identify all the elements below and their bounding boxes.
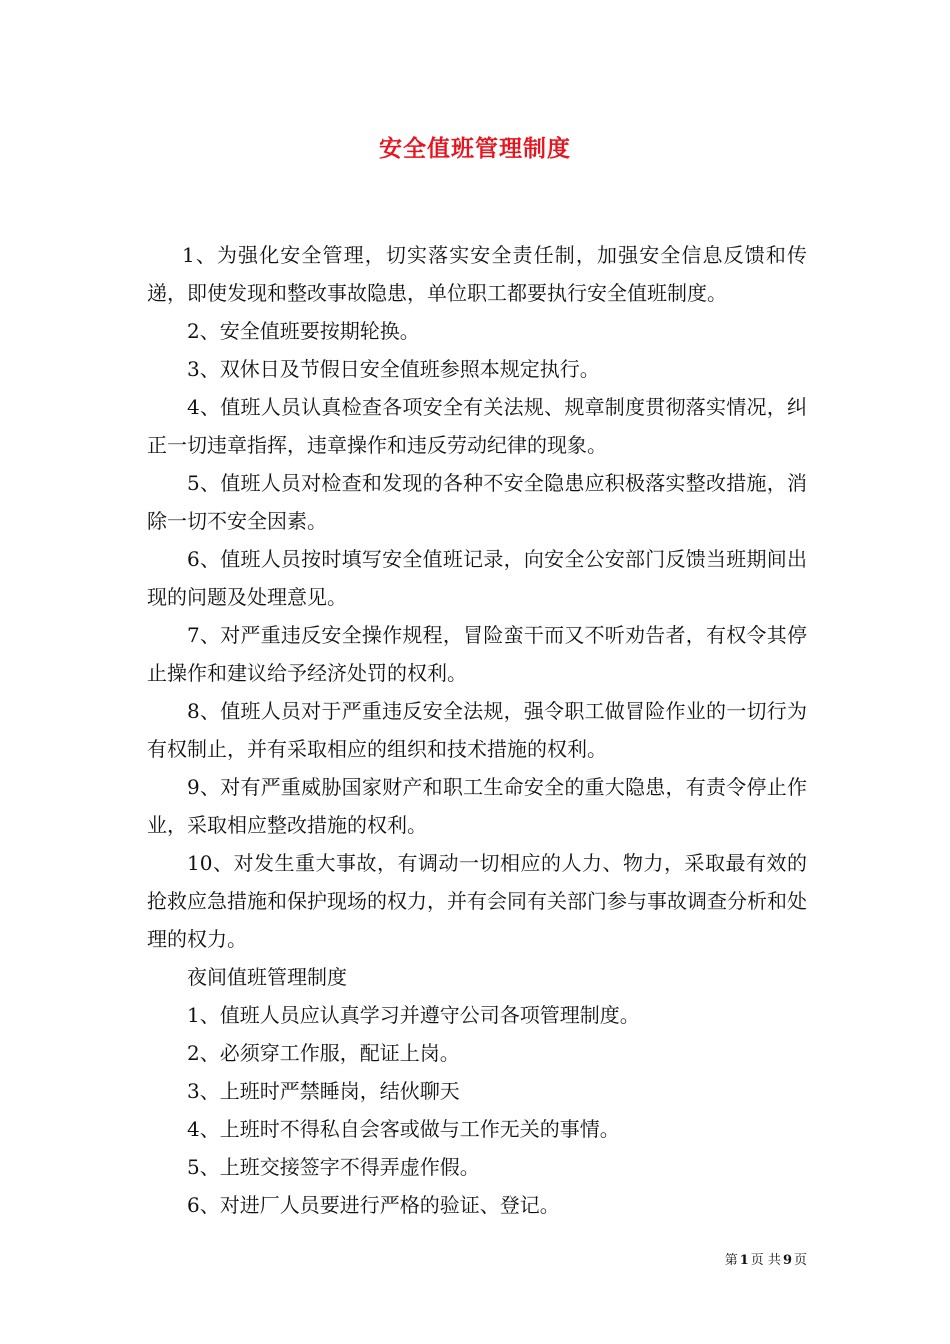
paragraph-3: 3、双休日及节假日安全值班参照本规定执行。 bbox=[187, 357, 600, 381]
footer-suffix: 页 bbox=[793, 1253, 807, 1268]
document-title: 安全值班管理制度 bbox=[379, 135, 571, 162]
footer-middle: 页 共 bbox=[750, 1253, 781, 1268]
footer-current-page: 1 bbox=[739, 1253, 749, 1268]
footer-prefix: 第 bbox=[724, 1253, 738, 1268]
night-rule-3: 3、上班时严禁睡岗，结伙聊天 bbox=[187, 1079, 460, 1103]
paragraph-9: 9、对有严重威胁国家财产和职工生命安全的重大隐患，有责令停止作业，采取相应整改措施的权利。 bbox=[147, 775, 807, 837]
night-rule-4: 4、上班时不得私自会客或做与工作无关的事情。 bbox=[187, 1117, 620, 1141]
document-body bbox=[147, 236, 807, 1224]
footer-total-pages: 9 bbox=[782, 1253, 792, 1268]
paragraph-5: 5、值班人员对检查和发现的各种不安全隐患应积极落实整改措施，消除一切不安全因素。 bbox=[147, 471, 807, 533]
paragraph-2: 2、安全值班要按期轮换。 bbox=[187, 319, 420, 343]
night-rule-1: 1、值班人员应认真学习并遵守公司各项管理制度。 bbox=[187, 1003, 640, 1027]
night-rule-2: 2、必须穿工作服，配证上岗。 bbox=[187, 1041, 460, 1065]
paragraph-6: 6、值班人员按时填写安全值班记录，向安全公安部门反馈当班期间出现的问题及处理意见。 bbox=[147, 547, 807, 609]
night-rule-6: 6、对进厂人员要进行严格的验证、登记。 bbox=[187, 1193, 560, 1217]
paragraph-10: 10、对发生重大事故，有调动一切相应的人力、物力，采取最有效的抢救应急措施和保护现场的权力，并有会同有关部门参与事故调查分析和处理的权力。 bbox=[147, 851, 807, 951]
page-footer bbox=[725, 1252, 807, 1270]
night-rule-5: 5、上班交接签字不得弄虚作假。 bbox=[187, 1155, 480, 1179]
paragraph-8: 8、值班人员对于严重违反安全法规，强令职工做冒险作业的一切行为有权制止，并有采取相应的组织和技术措施的权利。 bbox=[147, 699, 807, 761]
paragraph-1: 1、为强化安全管理，切实落实安全责任制，加强安全信息反馈和传递，即使发现和整改事故隐患，单位职工都要执行安全值班制度。 bbox=[147, 243, 807, 305]
paragraph-7: 7、对严重违反安全操作规程，冒险蛮干而又不听劝告者，有权令其停止操作和建议给予经济处罚的权利。 bbox=[147, 623, 807, 685]
paragraph-4: 4、值班人员认真检查各项安全有关法规、规章制度贯彻落实情况，纠正一切违章指挥，违章操作和违反劳动纪律的现象。 bbox=[147, 395, 807, 457]
section-heading-night-duty: 夜间值班管理制度 bbox=[187, 965, 347, 989]
